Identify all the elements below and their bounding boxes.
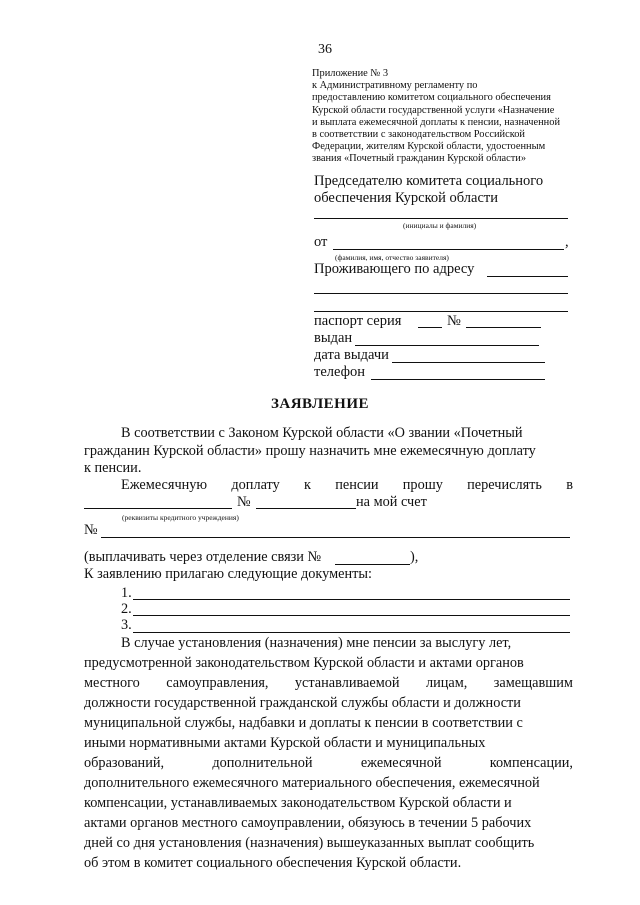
final-para-word: устанавливаемой (294, 675, 400, 691)
final-para-word: лицам, (425, 675, 468, 691)
para2-word: в (566, 477, 573, 493)
final-para-line (84, 775, 573, 792)
address-field-line-2[interactable] (314, 293, 568, 294)
appendix-line: звания «Почетный гражданин Курской области» (312, 153, 527, 165)
document-title: ЗАЯВЛЕНИЕ (270, 396, 370, 412)
bank-details-field-line[interactable] (101, 537, 570, 538)
final-para-word: местного (84, 675, 140, 691)
issue-date-field-line[interactable] (392, 362, 545, 363)
number-sign-2: № (84, 522, 98, 538)
para2-word: к (304, 477, 311, 493)
final-para-text: актами органов местного самоуправлении, обязуюсь в течении 5 рабочих (84, 815, 532, 831)
final-para-last-line: об этом в комитет социального обеспечения Курской области. (84, 855, 462, 871)
final-para-word: дополнительной (212, 755, 313, 771)
final-para-line (84, 695, 573, 712)
residing-label: Проживающего по адресу (314, 261, 475, 277)
documents-intro: К заявлению прилагаю следующие документы: (84, 566, 372, 582)
final-para-line (121, 635, 573, 652)
applicant-caption: (фамилия, имя, отчество заявителя) (335, 253, 449, 262)
address-field-line-1[interactable] (487, 276, 568, 277)
from-label: от (314, 234, 328, 250)
final-para-word: ежемесячной (360, 755, 442, 771)
issued-label: выдан (314, 330, 353, 346)
final-para-line (84, 735, 573, 752)
page-number: 36 (318, 42, 332, 57)
bank-number-sign: № (237, 494, 251, 510)
issued-by-field-line[interactable] (355, 345, 539, 346)
phone-field-line[interactable] (371, 379, 545, 380)
para2-line-1 (121, 477, 573, 494)
final-para-word: замещавшим (493, 675, 573, 691)
passport-number-sign: № (447, 313, 461, 329)
bank-caption: (реквизиты кредитного учреждения) (122, 513, 239, 522)
passport-series-field-line[interactable] (418, 327, 442, 328)
from-comma: , (565, 234, 569, 250)
postal-office-field-line[interactable] (335, 564, 410, 565)
final-para-line (84, 675, 573, 692)
phone-label: телефон (314, 364, 366, 380)
final-para-line (84, 715, 573, 732)
final-para-text: дней со дня установления (назначения) вышеуказанных выплат сообщить (84, 835, 535, 851)
applicant-name-field-line[interactable] (333, 249, 564, 250)
appendix-header (312, 68, 574, 166)
final-para-word: компенсации, (489, 755, 573, 771)
initials-field-line[interactable] (314, 218, 568, 219)
final-para-word: самоуправления, (166, 675, 269, 691)
final-para-line (84, 795, 573, 812)
para2-word: перечислять (467, 477, 542, 493)
final-para-text: предусмотренной законодательством Курской области и актами органов (84, 655, 524, 671)
final-para-line (84, 655, 573, 672)
appendix-line: Федерации, жителям Курской области, удостоенным (312, 141, 546, 153)
document-item-field-line[interactable] (133, 632, 570, 633)
final-para-line (84, 835, 573, 852)
para1-line-3: к пенсии. (84, 460, 142, 476)
addressee-line-2: обеспечения Курской области (314, 190, 498, 206)
document-item-number: 2. (121, 601, 132, 617)
final-para-text: В случае установления (назначения) мне пенсии за выслугу лет, (121, 635, 512, 651)
document-item-number: 1. (121, 585, 132, 601)
final-para-word: образований, (84, 755, 165, 771)
account-number-field-line[interactable] (256, 508, 356, 509)
para2-word: Ежемесячную (121, 477, 208, 493)
appendix-line: Приложение № 3 (312, 68, 389, 79)
final-para-text: муниципальной службы, надбавки и доплаты к пенсии в соответствии с (84, 715, 523, 731)
postal-text-before: (выплачивать через отделение связи № (84, 549, 322, 565)
final-para-text: дополнительного ежемесячного материального обеспечения, ежемесячной (84, 775, 540, 791)
initials-caption: (инициалы и фамилия) (403, 221, 477, 230)
para1-line-1: В соответствии с Законом Курской области «О звании «Почетный (121, 425, 523, 441)
document-item-field-line[interactable] (133, 599, 570, 600)
address-field-line-3[interactable] (314, 311, 568, 312)
final-para-text: должности государственной гражданской службы области и должности (84, 695, 521, 711)
document-item-field-line[interactable] (133, 615, 570, 616)
document-item-number: 3. (121, 617, 132, 633)
issue-date-label: дата выдачи (314, 347, 389, 363)
postal-text-after: ), (410, 549, 419, 565)
para2-word: доплату (231, 477, 280, 493)
final-para-text: иными нормативными актами Курской области и муниципальных (84, 735, 486, 751)
para2-word: прошу (402, 477, 443, 493)
final-para-text: компенсации, устанавливаемых законодательством Курской области и (84, 795, 512, 811)
passport-number-field-line[interactable] (466, 327, 541, 328)
para2-word: пенсии (335, 477, 379, 493)
appendix-line: в соответствии с законодательством Российской (312, 129, 525, 141)
account-text: на мой счет (356, 494, 427, 510)
appendix-line: предоставлению комитетом социального обеспечения (312, 92, 551, 104)
bank-field-line[interactable] (84, 508, 232, 509)
appendix-line: к Административному регламенту по (312, 80, 478, 92)
passport-series-label: паспорт серия (314, 313, 402, 329)
final-para-line (84, 815, 573, 832)
para1-line-2: гражданин Курской области» прошу назначить мне ежемесячную доплату (84, 443, 536, 459)
appendix-line: и выплата ежемесячной доплаты к пенсии, назначенной (312, 116, 560, 128)
appendix-line: Курской области государственной услуги «Назначение (312, 104, 555, 116)
final-para-line (84, 755, 573, 772)
addressee-line-1: Председателю комитета социального (314, 173, 544, 189)
